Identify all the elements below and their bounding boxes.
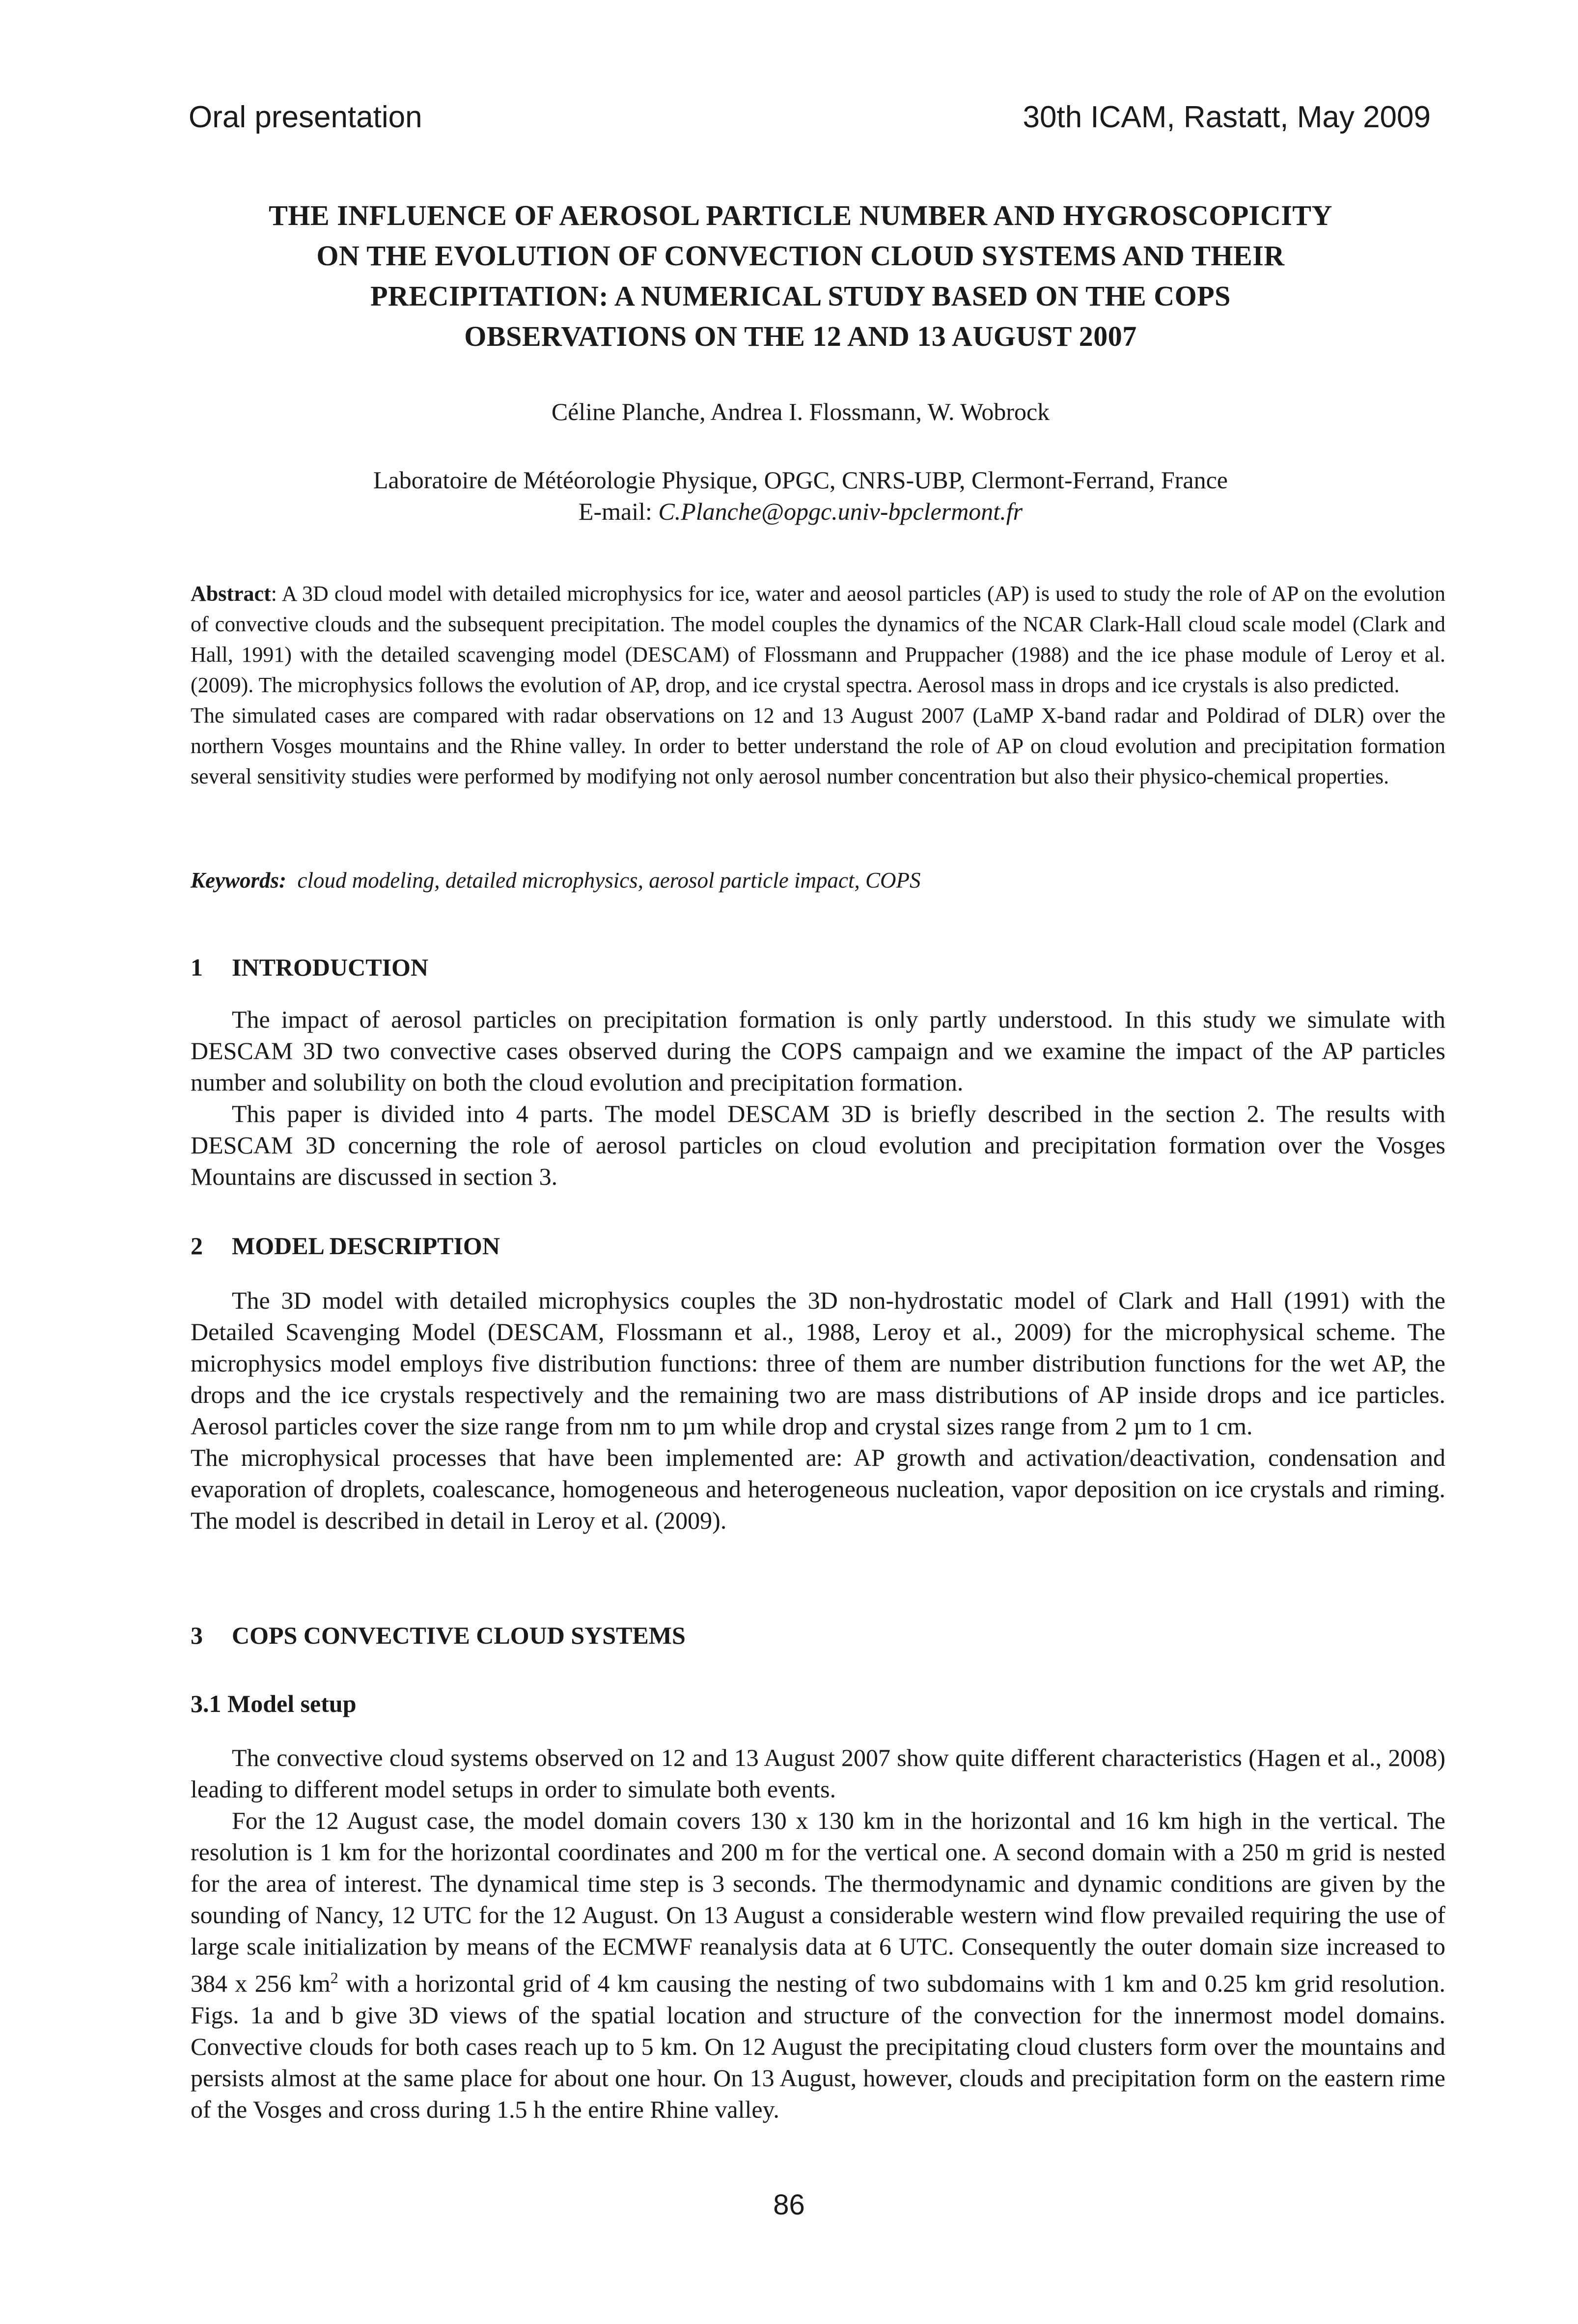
paragraph: The convective cloud systems observed on 12 and 13 August 2007 show quite different characteristics (Hagen et al., 2008) leading to different model setups in order to simulate both events.: [191, 1744, 1445, 1803]
email-address: C.Planche@opgc.univ-bpclermont.fr: [658, 498, 1023, 525]
email-line: [162, 496, 1439, 527]
section-heading-cops: [191, 1621, 686, 1650]
paragraph: For the 12 August case, the model domain covers 130 x 130 km in the horizontal and 16 km high in the vertical. The resolution is 1 km for the horizontal coordinates and 200 m for the vertical one. A second domain with a 250 m grid is nested for the area of interest. The dynamical time step is 3 seconds. The thermodynamic and dynamic conditions are given by the sounding of Nancy, 12 UTC for the 12 August. On 13 August a considerable western wind flow prevailed requiring the use of large scale initialization by means of the ECMWF reanalysis data at 6 UTC. Consequently the outer domain size increased to 384 x 256 $km^2$ with a horizontal grid of 4 km causing the nesting of two subdomains with 1 km and 0.25 km grid resolution. Figs. 1a and b give 3D views of the spatial location and structure of the convection for the innermost model domains. Convective clouds for both cases reach up to 5 km. On 12 August the precipitating cloud clusters form over the mountains and persists almost at the same place for about one hour. On 13 August, however, clouds and precipitation form on the eastern rime of the Vosges and cross during 1.5 h the entire Rhine valley.: [191, 1807, 1445, 2123]
section-number: 3: [191, 1622, 203, 1649]
section-number: 1: [191, 953, 203, 981]
section-title: INTRODUCTION: [232, 953, 429, 981]
author-list: Céline Planche, Andrea I. Flossmann, W. Wobrock: [551, 398, 1050, 425]
title-line: OBSERVATIONS ON THE 12 AND 13 AUGUST 2007: [464, 320, 1137, 352]
introduction-body: [191, 1004, 1445, 1192]
abstract-label: Abstract: [191, 582, 271, 606]
section-title: Model setup: [227, 1690, 357, 1717]
paragraph: The 3D model with detailed microphysics couples the 3D non-hydrostatic model of Clark and Hall (1991) with the Detailed Scavenging Model (DESCAM, Flossmann et al., 1988, Leroy et al., 2009) for the microphysical scheme. The microphysics model employs five distribution functions: three of them are number distribution functions for the wet AP, the drops and the ice crystals respectively and the remaining two are mass distributions of AP inside drops and ice particles. Aerosol particles cover the size range from nm to µm while drop and crystal sizes range from 2 µm to 1 cm.: [191, 1287, 1445, 1440]
section-number: 2: [191, 1232, 203, 1260]
abstract-paragraph-2: The simulated cases are compared with radar observations on 12 and 13 August 2007 (LaMP X-band radar and Poldirad of DLR) over the northern Vosges mountains and the Rhine valley. In order to better understand the role of AP on cloud evolution and precipitation formation several sensitivity studies were performed by modifying not only aerosol number concentration but also their physico-chemical properties.: [191, 703, 1445, 788]
section-heading-introduction: [191, 952, 428, 982]
model-setup-body: [191, 1742, 1445, 2125]
title-line: ON THE EVOLUTION OF CONVECTION CLOUD SYSTEMS AND THEIR: [316, 240, 1285, 272]
section-number: 3.1: [191, 1690, 221, 1717]
paper-title: [162, 196, 1439, 357]
paragraph: This paper is divided into 4 parts. The model DESCAM 3D is briefly described in the section 2. The results with DESCAM 3D concerning the role of aerosol particles on cloud evolution and precipitation formation over the Vosges Mountains are discussed in section 3.: [191, 1100, 1445, 1190]
affiliation-lab: Laboratoire de Météorologie Physique, OPGC, CNRS-UBP, Clermont-Ferrand, France: [373, 466, 1228, 494]
affiliation: [162, 464, 1439, 527]
paragraph: The microphysical processes that have been implemented are: AP growth and activation/deactivation, condensation and evaporation of droplets, coalescance, homogeneous and heterogeneous nucleation, vapor deposition on ice crystals and riming. The model is described in detail in Leroy et al. (2009).: [191, 1444, 1445, 1534]
email-label: E-mail:: [578, 498, 652, 525]
section-heading-model-description: [191, 1231, 500, 1260]
title-line: PRECIPITATION: A NUMERICAL STUDY BASED ON THE COPS: [370, 280, 1231, 312]
abstract-paragraph-1: : A 3D cloud model with detailed microphysics for ice, water and aeosol particles (AP) is used to study the role of AP on the evolution of convective clouds and the subsequent precipitation. The model couples the dynamics of the NCAR Clark-Hall cloud scale model (Clark and Hall, 1991) with the detailed scavenging model (DESCAM) of Flossmann and Pruppacher (1988) and the ice phase module of Leroy et al. (2009). The microphysics follows the evolution of AP, drop, and ice crystal spectra. Aerosol mass in drops and ice crystals is also predicted.: [191, 582, 1445, 697]
keywords-label: Keywords:: [191, 868, 286, 893]
running-header-right: 30th ICAM, Rastatt, May 2009: [1023, 100, 1431, 134]
section-title: MODEL DESCRIPTION: [232, 1232, 500, 1260]
superscript: 2: [330, 1969, 338, 1987]
running-header-left: Oral presentation: [189, 100, 422, 134]
keywords: [191, 867, 1445, 894]
keywords-text: cloud modeling, detailed microphysics, aerosol particle impact, COPS: [297, 868, 921, 893]
model-description-body: [191, 1285, 1445, 1536]
abstract: [191, 579, 1445, 792]
page-number: 86: [773, 2189, 805, 2221]
subsection-heading-model-setup: [191, 1689, 357, 1718]
section-title: COPS CONVECTIVE CLOUD SYSTEMS: [232, 1622, 686, 1649]
paragraph: The impact of aerosol particles on precipitation formation is only partly understood. In this study we simulate with DESCAM 3D two convective cases observed during the COPS campaign and we examine the impact of the AP particles number and solubility on both the cloud evolution and precipitation formation.: [191, 1006, 1445, 1096]
title-line: THE INFLUENCE OF AEROSOL PARTICLE NUMBER AND HYGROSCOPICITY: [269, 199, 1332, 231]
